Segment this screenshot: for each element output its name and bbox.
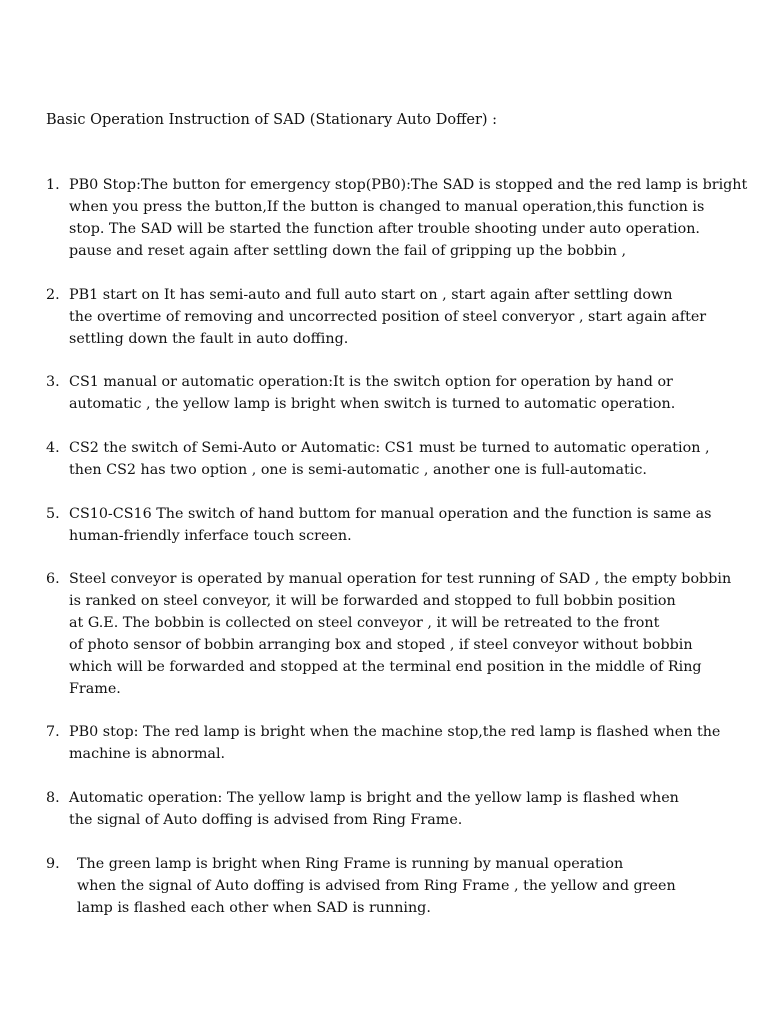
- item-number: 8.: [46, 790, 60, 806]
- instruction-item-4: [46, 438, 736, 482]
- item-line: is ranked on steel conveyor, it will be forwarded and stopped to full bobbin position: [69, 592, 676, 609]
- item-line: PB0 Stop:The button for emergency stop(PB0):The SAD is stopped and the red lamp is bright: [69, 177, 748, 193]
- item-line: machine is abnormal.: [69, 745, 226, 762]
- item-text: [69, 504, 736, 548]
- item-text: [69, 285, 736, 351]
- item-text: [69, 569, 736, 700]
- item-number: 5.: [46, 506, 60, 522]
- item-line: Automatic operation: The yellow lamp is bright and the yellow lamp is flashed when: [69, 790, 679, 806]
- item-text: [69, 372, 736, 416]
- document-title: Basic Operation Instruction of SAD (Stationary Auto Doffer) :: [46, 112, 498, 128]
- instruction-item-6: [46, 569, 736, 700]
- item-number: 3.: [46, 374, 60, 390]
- item-line: of photo sensor of bobbin arranging box and stoped , if steel conveyor without bobbin: [69, 636, 693, 653]
- item-line: pause and reset again after settling down the fail of gripping up the bobbin ,: [69, 242, 627, 259]
- item-number: 1.: [46, 177, 60, 193]
- instruction-item-7: [46, 722, 736, 766]
- item-text: [69, 175, 748, 263]
- item-text: [69, 438, 736, 482]
- instruction-item-3: [46, 372, 736, 416]
- item-line: at G.E. The bobbin is collected on steel conveyor , it will be retreated to the front: [69, 614, 660, 631]
- item-number: 9.: [46, 856, 60, 872]
- instruction-item-9: [46, 854, 736, 920]
- item-line: settling down the fault in auto doffing.: [69, 330, 349, 347]
- item-number: 7.: [46, 724, 60, 740]
- instruction-item-8: [46, 788, 736, 832]
- item-line: when the signal of Auto doffing is advised from Ring Frame , the yellow and green: [77, 877, 676, 894]
- item-line: lamp is flashed each other when SAD is running.: [77, 899, 431, 916]
- item-line: CS2 the switch of Semi-Auto or Automatic: CS1 must be turned to automatic operation ,: [69, 440, 710, 456]
- instruction-item-1: [46, 175, 748, 263]
- instruction-item-2: [46, 285, 736, 351]
- item-line: stop. The SAD will be started the function after trouble shooting under auto operation.: [69, 220, 700, 237]
- item-line: which will be forwarded and stopped at the terminal end position in the middle of Ring: [69, 658, 702, 675]
- item-line: Steel conveyor is operated by manual operation for test running of SAD , the empty bobbin: [69, 571, 732, 587]
- item-line: CS1 manual or automatic operation:It is the switch option for operation by hand or: [69, 374, 673, 390]
- item-line: PB0 stop: The red lamp is bright when the machine stop,the red lamp is flashed when the: [69, 724, 721, 740]
- instruction-item-5: [46, 504, 736, 548]
- item-text: [77, 854, 736, 920]
- item-text: [69, 722, 736, 766]
- item-line: when you press the button,If the button is changed to manual operation,this function is: [69, 198, 705, 215]
- item-line: then CS2 has two option , one is semi-automatic , another one is full-automatic.: [69, 461, 647, 478]
- item-number: 2.: [46, 287, 60, 303]
- item-line: the signal of Auto doffing is advised from Ring Frame.: [69, 811, 463, 828]
- item-line: automatic , the yellow lamp is bright when switch is turned to automatic operation.: [69, 395, 676, 412]
- item-line: Frame.: [69, 680, 121, 697]
- item-line: The green lamp is bright when Ring Frame is running by manual operation: [77, 856, 624, 872]
- item-line: the overtime of removing and uncorrected position of steel converyor , start again after: [69, 308, 707, 325]
- item-line: CS10-CS16 The switch of hand buttom for manual operation and the function is same as: [69, 506, 712, 522]
- item-line: human-friendly inferface touch screen.: [69, 527, 352, 544]
- item-number: 4.: [46, 440, 60, 456]
- item-number: 6.: [46, 571, 60, 587]
- item-text: [69, 788, 736, 832]
- item-line: PB1 start on It has semi-auto and full auto start on , start again after settling down: [69, 287, 673, 303]
